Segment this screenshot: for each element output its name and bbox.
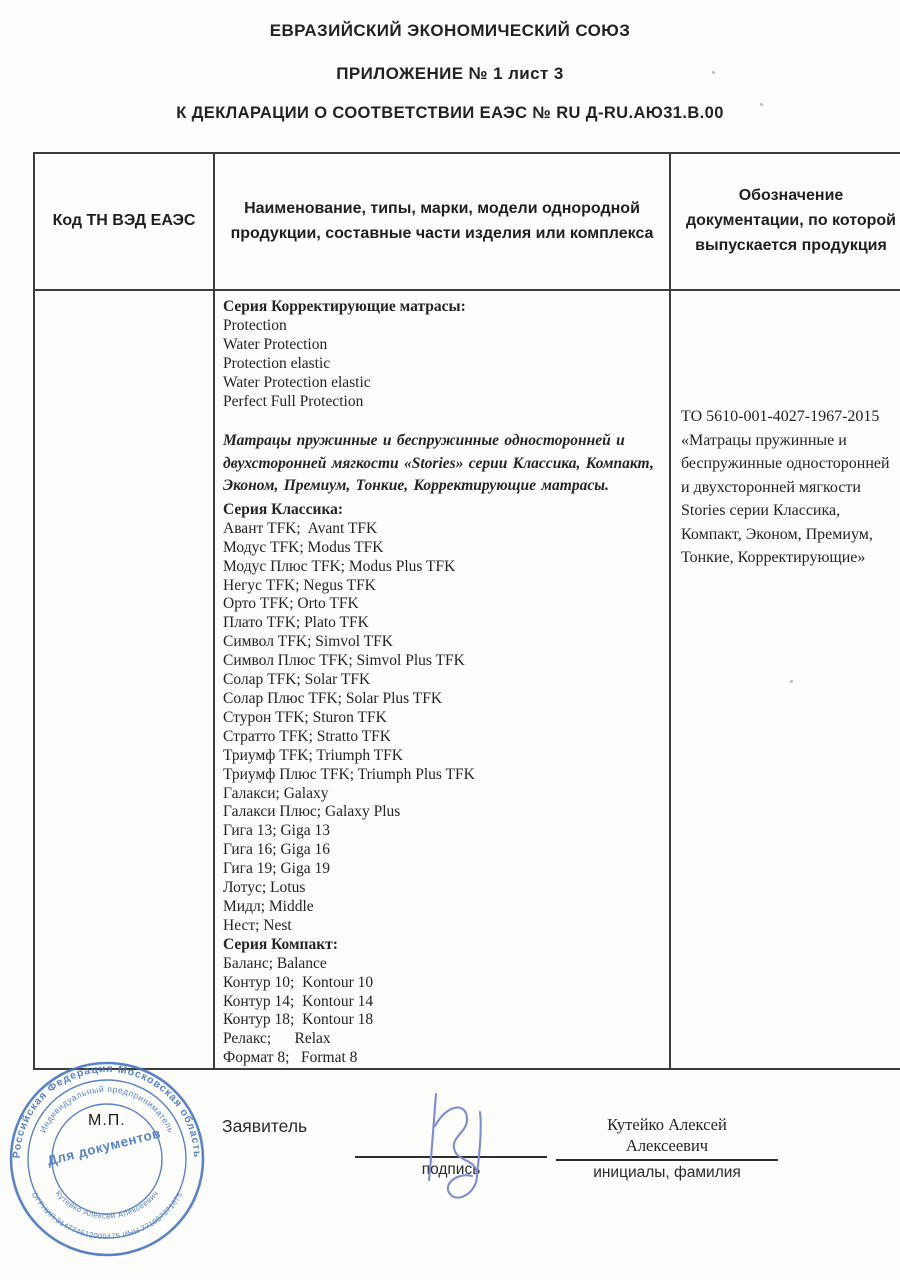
products-table bbox=[33, 152, 900, 1070]
stamp-outer-top-text: Российская Федерация Московская область bbox=[10, 1062, 204, 1159]
product-model-line: Триумф Плюс TFK; Triumph Plus TFK bbox=[223, 765, 475, 783]
mattress-description-paragraph: Матрацы пружинные и беспружинные односторонней и двухсторонней мягкости «Stories» серии Классика, Компакт, Эконом, Премиум, Тонкие, Корректирующие матрасы. bbox=[223, 432, 654, 495]
to-document-reference: ТО 5610-001-4027-1967-2015 «Матрацы пружинные и беспружинные односторонней и двухсторонней мягкости Stories серии Классика, Компакт, Эконом, Премиум, Тонкие, Корректирующие» bbox=[681, 408, 890, 566]
product-model-line: Галакси Плюс; Galaxy Plus bbox=[223, 803, 401, 821]
product-model-line: Protection bbox=[223, 316, 287, 334]
appendix-title: ПРИЛОЖЕНИЕ № 1 лист 3 bbox=[336, 64, 564, 83]
applicant-label: Заявитель bbox=[222, 1116, 308, 1136]
product-model-line: Авант TFK; Avant TFK bbox=[223, 519, 378, 537]
product-model-line: Символ TFK; Simvol TFK bbox=[223, 633, 393, 651]
table-header-row bbox=[34, 153, 900, 290]
svg-text:Кутейко Алексей Алексеевич bbox=[54, 1189, 161, 1221]
table-body-row bbox=[34, 290, 900, 1069]
product-model-line: Негус TFK; Negus TFK bbox=[223, 576, 376, 594]
series-correcting-title: Серия Корректирующие матрасы: bbox=[223, 298, 466, 315]
header-documentation: Обозначение документации, по которой выпускается продукция bbox=[670, 153, 900, 290]
product-model-line: Контур 14; Kontour 14 bbox=[223, 992, 374, 1010]
signature-caption: подпись bbox=[421, 1161, 481, 1178]
stamp-inner-top-text: Индивидуальный предприниматель bbox=[37, 1083, 177, 1135]
product-model-line: Контур 10; Kontour 10 bbox=[223, 973, 374, 991]
stamp-place-label: М.П. bbox=[88, 1112, 126, 1129]
header-product-names: Наименование, типы, марки, модели однородной продукции, составные части изделия или комплекса bbox=[214, 153, 670, 290]
product-model-line: Релакс; Relax bbox=[223, 1030, 331, 1048]
stamp-inner-bottom-text: Кутейко Алексей Алексеевич bbox=[53, 1188, 161, 1221]
product-model-line: Гига 16; Giga 16 bbox=[223, 841, 330, 859]
product-model-line: Солар TFK; Solar TFK bbox=[223, 671, 371, 689]
cell-code-tnved bbox=[34, 290, 214, 1069]
series-correcting-list bbox=[223, 317, 659, 412]
cell-product-names bbox=[214, 290, 670, 1069]
applicant-name-line1: Кутейко Алексей bbox=[607, 1115, 727, 1134]
header-code-tnved: Код ТН ВЭД ЕАЭС bbox=[34, 153, 214, 290]
applicant-name-line2: Алексеевич bbox=[625, 1136, 709, 1155]
product-model-line: Стратто TFK; Stratto TFK bbox=[223, 727, 391, 745]
stamp-outer-bottom-text: ОГРНИП 314774612000475 ИНН 771867371675 bbox=[29, 1190, 185, 1241]
series-compact-title: Серия Компакт: bbox=[223, 935, 338, 953]
union-title: ЕВРАЗИЙСКИЙ ЭКОНОМИЧЕСКИЙ СОЮЗ bbox=[269, 21, 631, 40]
product-model-line: Баланс; Balance bbox=[223, 954, 327, 972]
handwritten-signature bbox=[414, 1088, 506, 1220]
product-model-line: Модус Плюс TFK; Modus Plus TFK bbox=[223, 557, 456, 575]
declaration-number-title: К ДЕКЛАРАЦИИ О СООТВЕТСТВИИ ЕАЭС № RU Д-RU.АЮ31.В.00 bbox=[176, 104, 724, 122]
product-model-line: Perfect Full Protection bbox=[223, 392, 364, 410]
applicant-name-block bbox=[556, 1114, 778, 1182]
product-model-line: Стурон TFK; Sturon TFK bbox=[223, 708, 387, 726]
product-model-line: Модус TFK; Modus TFK bbox=[223, 538, 384, 556]
scan-speck bbox=[790, 680, 793, 683]
scan-speck bbox=[712, 71, 715, 74]
series-compact-list bbox=[223, 955, 659, 1068]
product-model-line: Формат 8; Format 8 bbox=[223, 1049, 358, 1067]
company-stamp bbox=[4, 1056, 210, 1262]
product-model-line: Мидл; Middle bbox=[223, 897, 314, 915]
name-caption: инициалы, фамилия bbox=[593, 1164, 741, 1181]
product-model-line: Символ Плюс TFK; Simvol Plus TFK bbox=[223, 652, 465, 670]
cell-documentation bbox=[670, 290, 900, 1069]
product-model-line: Лотус; Lotus bbox=[223, 879, 306, 897]
series-classic-list bbox=[223, 520, 659, 936]
product-model-line: Солар Плюс TFK; Solar Plus TFK bbox=[223, 690, 443, 707]
product-model-line: Орто TFK; Orto TFK bbox=[223, 595, 359, 613]
product-model-line: Контур 18; Kontour 18 bbox=[223, 1011, 374, 1029]
product-model-line: Плато TFK; Plato TFK bbox=[223, 614, 369, 632]
scan-speck bbox=[760, 103, 763, 106]
product-model-line: Нест; Nest bbox=[223, 916, 292, 934]
product-model-line: Гига 13; Giga 13 bbox=[223, 822, 330, 840]
stamp-center-text: Для документов bbox=[45, 1125, 163, 1169]
product-model-line: Галакси; Galaxy bbox=[223, 784, 329, 802]
product-model-line: Protection elastic bbox=[223, 354, 331, 372]
series-classic-title: Серия Классика: bbox=[223, 500, 344, 518]
product-model-line: Water Protection elastic bbox=[223, 373, 371, 391]
product-model-line: Триумф TFK; Triumph TFK bbox=[223, 746, 403, 764]
product-model-line: Water Protection bbox=[223, 335, 328, 353]
product-model-line: Гига 19; Giga 19 bbox=[223, 860, 330, 878]
